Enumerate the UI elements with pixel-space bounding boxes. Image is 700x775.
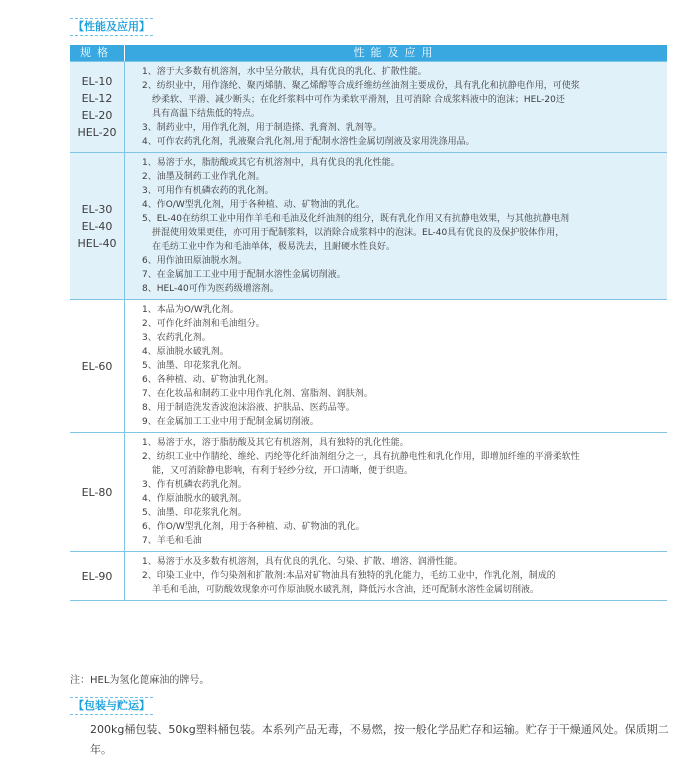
usage-line: 羊毛和毛油，可防酸效现象亦可作原油脱水破乳剂，降低污水含油，还可配制水溶性金属切削液。 (152, 585, 540, 595)
spec-code: EL-10 (81, 75, 113, 88)
usage-line: 能，又可消除静电影响，有利于轻纱分纹，开口清晰，便于织造。 (152, 466, 414, 476)
usage-line: 在毛纺工业中作为和毛油单体，极易洗去，且耐硬水性良好。 (152, 242, 396, 252)
usage-line: 7、在金属加工工业中用于配制水溶性金属切削液。 (142, 270, 346, 280)
spec-cell (70, 433, 125, 551)
usage-cell (125, 552, 667, 600)
usage-line: 5、EL-40在纺织工业中用作羊毛和毛油及化纤油剂的组分，既有乳化作用又有抗静电效果，与其他抗静电剂 (142, 214, 569, 224)
usage-line: 4、作原油脱水的破乳剂。 (142, 494, 247, 504)
usage-line: 4、可作农药乳化剂，乳液聚合乳化剂,用于配制水溶性金属切削液及家用洗涤用品。 (142, 137, 475, 147)
usage-cell (125, 433, 667, 551)
spec-code: EL-12 (81, 92, 113, 105)
table-row (70, 432, 667, 551)
usage-line: 拼混使用效果更佳，亦可用于配制浆料，以消除合成浆料中的泡沫。EL-40具有优良的及保护胶体作用， (152, 228, 565, 238)
header-usage: 性能及应用 (353, 46, 439, 59)
usage-line: 4、原油脱水破乳剂。 (142, 347, 229, 357)
spec-cell (70, 552, 125, 600)
spec-code: HEL-40 (77, 236, 117, 250)
usage-line: 具有高温下结焦低的特点。 (152, 109, 261, 119)
spec-cell (70, 153, 125, 299)
usage-line: 3、制药业中，用作乳化剂，用于制造搽、乳膏剂、乳剂等。 (142, 123, 382, 133)
usage-line: 6、作O/W型乳化剂，用于各种植、动、矿物油的乳化。 (142, 522, 365, 532)
usage-line: 1、易溶于水，溶于脂肪酸及其它有机溶剂，具有独特的乳化性能。 (142, 438, 409, 448)
footnote: 注：HEL为氢化蓖麻油的牌号。 (70, 675, 210, 686)
table-row (70, 61, 667, 152)
header-spec: 规格 (70, 45, 125, 61)
usage-line: 3、可用作有机磷农药的乳化剂。 (142, 186, 274, 196)
usage-cell (125, 153, 667, 299)
usage-line: 2、纺织业中，用作涤纶、聚丙烯腈、聚乙烯醇等合成纤维纺丝油剂主要成份，具有乳化和抗静电作用，可使浆 (142, 81, 580, 91)
usage-cell (125, 62, 667, 152)
spec-cell (70, 62, 125, 152)
usage-line: 7、在化妆品和制药工业中用作乳化剂、富脂剂、润肤剂。 (142, 389, 373, 399)
usage-line: 6、各种植、动、矿物油乳化剂。 (142, 375, 274, 385)
usage-line: 1、易溶于水，脂肪酸或其它有机溶剂中，具有优良的乳化性能。 (142, 158, 400, 168)
usage-line: 3、农药乳化剂。 (142, 333, 211, 343)
usage-line: 1、溶于大多数有机溶剂，水中呈分散状，具有优良的乳化、扩散性能。 (142, 67, 427, 77)
usage-cell (125, 300, 667, 432)
spec-code: EL-80 (81, 485, 113, 499)
usage-line: 2、印染工业中，作匀染剂和扩散剂:本品对矿物油具有独特的乳化能力，毛纺工业中，作乳化剂，制成的 (142, 571, 556, 581)
spec-code: EL-40 (81, 219, 113, 233)
usage-line: 6、用作油田原油脱水剂。 (142, 256, 247, 266)
usage-line: 5、油墨、印花浆乳化剂。 (142, 508, 247, 518)
spec-code: EL-90 (81, 569, 113, 583)
spec-code: EL-20 (81, 109, 113, 122)
section-heading-performance (70, 18, 153, 36)
spec-code: EL-60 (81, 359, 113, 373)
usage-line: 2、油墨及制药工业作乳化剂。 (142, 172, 265, 182)
section-title: 【性能及应用】 (73, 20, 150, 33)
usage-line: 2、可作化纤油剂和毛油组分。 (142, 319, 265, 329)
spec-table (70, 45, 667, 601)
table-row (70, 551, 667, 600)
table-header (70, 45, 667, 61)
usage-line: 3、作有机磷农药乳化剂。 (142, 480, 247, 490)
spec-code: HEL-20 (77, 126, 117, 139)
usage-line: 7、羊毛和毛油 (142, 536, 202, 546)
usage-line: 4、作O/W型乳化剂，用于各种植、动、矿物油的乳化。 (142, 200, 365, 210)
usage-line: 2、纺织工业中作腈纶、维纶、丙纶等化纤油剂组分之一，具有抗静电性和乳化作用，即增加纤维的平滑柔软性 (142, 452, 580, 462)
table-row (70, 299, 667, 432)
table-row (70, 152, 667, 299)
section-title: 【包装与贮运】 (73, 699, 150, 712)
usage-line: 8、用于制造洗发香波泡沫浴液、护肤品、医药品等。 (142, 403, 355, 413)
usage-line: 纱柔软、平滑、减少断头；在化纤浆料中可作为柔软平滑剂，且可消除 合成浆料液中的泡沫；HEL-20还 (152, 95, 565, 105)
usage-line: 5、油墨、印花浆乳化剂。 (142, 361, 247, 371)
packaging-text: 200kg桶包装、50kg塑料桶包装。本系列产品无毒，不易燃，按一般化学品贮存和运输。贮存于干燥通风处。保质期二年。 (90, 723, 669, 756)
usage-line: 1、易溶于水及多数有机溶剂，具有优良的乳化、匀染、扩散、增溶、润滑性能。 (142, 557, 463, 567)
usage-line: 9、在金属加工工业中用于配制金属切削液。 (142, 417, 319, 427)
section-heading-packaging (70, 697, 153, 715)
spec-code: EL-30 (81, 202, 113, 216)
spec-cell (70, 300, 125, 432)
usage-line: 8、HEL-40可作为医药级增溶剂。 (142, 284, 279, 294)
usage-line: 1、本品为O/W乳化剂。 (142, 305, 239, 315)
table-bottom-rule (70, 600, 667, 601)
